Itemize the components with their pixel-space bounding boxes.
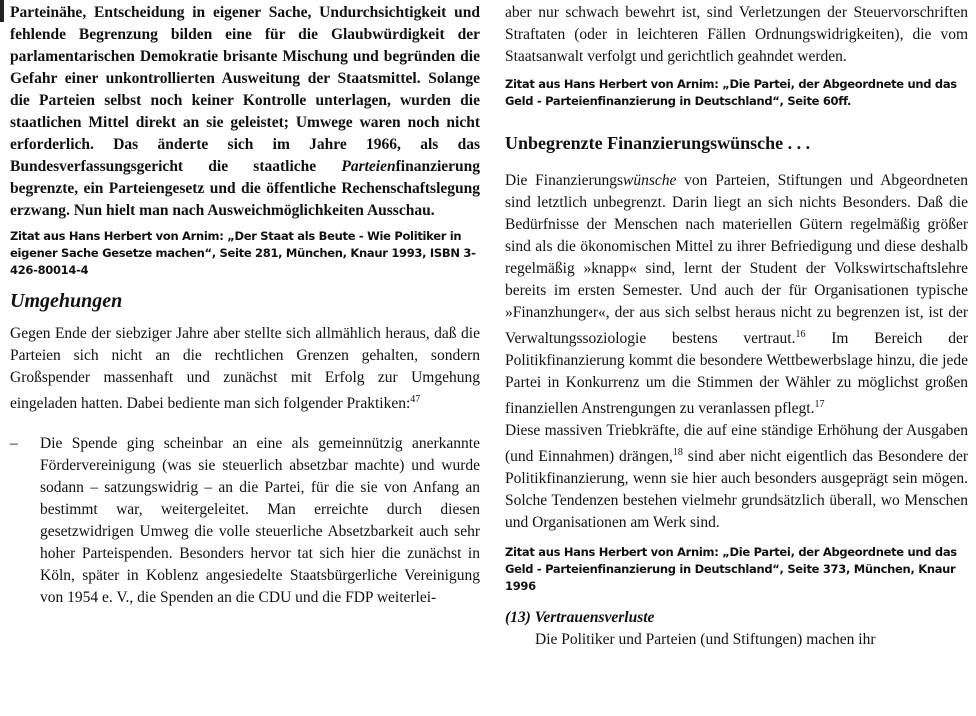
left-paragraph-2: Gegen Ende der siebziger Jahre aber stellte sich allmählich heraus, daß die Parteien sich nicht an die rechtlichen Grenzen gehalten, sondern Großspender massenhaft und zunächst mit Erfolg zur Umgehung eingeladen hatten. Dabei bediente man sich folgender Praktiken:$^{47}$ — [10, 325, 480, 413]
left-paragraph-1: Parteinähe, Entscheidung in eigener Sache, Undurchsichtigkeit und fehlende Begrenzung bilden eine für die Glaubwürdigkeit der parlamentarischen Demokratie brisante Mischung und begründen die Gefahr einer unkontrollierten Ausweitung der Staatsmittel. Solange die Parteien selbst noch keiner Kontrolle unterlagen, wurden die staatlichen Mittel direkt an sie geleistet; Umwege waren noch nicht erforderlich. Das änderte sich im Jahre 1966, als das Bundesverfassungsgericht die staatliche Parteienfinanzierung begrenzte, ein Parteiengesetz und die öffentliche Rechenschaftslegung erzwang. Nun hielt man nach Ausweichmöglichkeiten Ausschau. — [10, 4, 481, 219]
right-column — [505, 0, 968, 651]
right-paragraph-4: Die Politiker und Parteien (und Stiftungen) machen ihr — [535, 631, 876, 649]
footnote-ref: 18 — [672, 447, 683, 459]
right-heading-finanzierungswuensche: Unbegrenzte Finanzierungswünsche . . . — [505, 133, 811, 153]
right-citation-1: Zitat aus Hans Herbert von Arnim: „Die Partei, der Abgeordnete und das Geld - Parteienfinanzierung in Deutschland“, Seite 60ff. — [505, 77, 957, 108]
footnote-ref: 17 — [814, 399, 825, 411]
footnote-ref: 16 — [795, 329, 806, 340]
right-heading-vertrauensverluste: (13) Vertrauensverluste — [505, 609, 655, 627]
right-paragraph-2: Die Finanzierungswünsche von Parteien, Stiftungen und Abgeordneten sind letztlich unbegrenzt. Darin liegt an sich nichts Besonders. Daß die Bedürfnisse der Menschen nach materiellen Gütern regelmäßig größer sind als die ökonomischen Mittel zu ihrer Befriedigung und diese deshalb regelmäßig »knapp« sind, lernt der Student der Volkswirtschaftslehre bereits im ersten Semester. Und auch der für Organisationen typische »Finanzhunger«, der aus sich selbst heraus nicht zu begrenzen ist, ist der Verwaltungssoziologie bestens vertraut.$^{16}$ Im Bereich der Politikfinanzierung kommt die besondere Wettbewerbslage hinzu, die jede Partei in Konkurrenz um die Stimmen der Wähler zu möglichst großen finanziellen Anstrengungen zu veranlassen pflegt.$^{17}$ — [505, 172, 968, 418]
right-paragraph-3: Diese massiven Triebkräfte, die auf eine ständige Erhöhung der Ausgaben (und Einnahmen) drängen,$^{18}$ sind aber nicht eigentlich das Besondere der Politikfinanzierung, wenn sie hier auch besonders ausgeprägt sein mögen. Solche Tendenzen bestehen vielmehr grundsätzlich überall, wo Menschen und Organisationen am Werk sind. — [505, 422, 968, 532]
footnote-ref: 47 — [410, 394, 421, 405]
right-paragraph-1: aber nur schwach bewehrt ist, sind Verletzungen der Steuervorschriften Straftaten (oder in leichteren Fällen Ordnungswidrigkeiten), die vom Staatsanwalt verfolgt und gerichtlich geahndet werden. — [505, 4, 968, 65]
bullet-dash: – — [10, 435, 18, 453]
left-column — [10, 0, 480, 609]
right-citation-2: Zitat aus Hans Herbert von Arnim: „Die Partei, der Abgeordnete und das Geld - Parteienfinanzierung in Deutschland“, Seite 373, München, Knaur 1996 — [505, 545, 957, 594]
left-bullet-item — [10, 433, 480, 609]
scan-edge-mark — [0, 0, 4, 22]
bullet-text: Die Spende ging scheinbar an eine als gemeinnützig anerkannte Fördervereinigung (was sie steuerlich absetzbar machte) und wurde sodann – satzungswidrig – an die Partei, für die sie von Anfang an bestimmt war, weitergeleitet. Man erreichte durch diesen gesetzwidrigen Umweg die volle steuerliche Absetzbarkeit auch sehr hoher Parteispenden. Besonders hervor tat sich hier die zunächst in Köln, später in Koblenz angesiedelte Staatsbürgerliche Vereinigung von 1954 e. V., die Spenden an die CDU und die FDP weiterlei- — [40, 435, 480, 607]
left-heading-umgehungen: Umgehungen — [10, 290, 123, 312]
left-citation-1: Zitat aus Hans Herbert von Arnim: „Der Staat als Beute - Wie Politiker in eigener Sache Gesetze machen“, Seite 281, München, Knaur 1993, ISBN 3-426-80014-4 — [10, 229, 476, 277]
